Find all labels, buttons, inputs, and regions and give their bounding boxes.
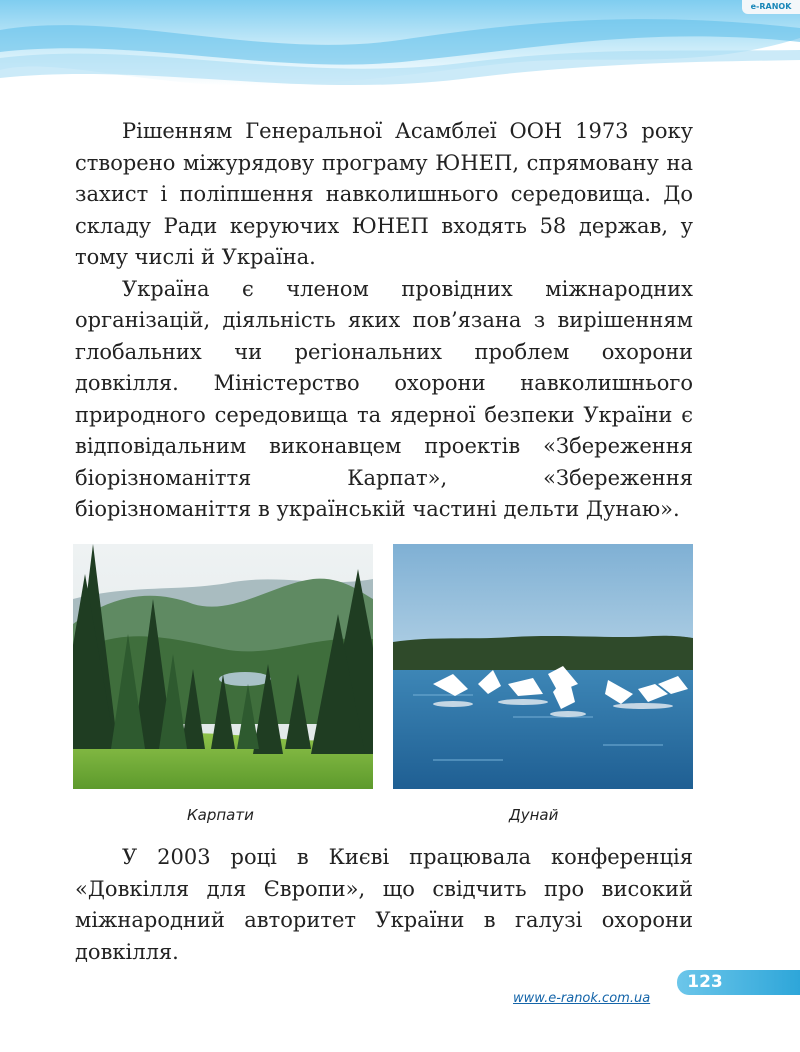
page-number: 123 bbox=[687, 972, 723, 992]
publisher-logo[interactable]: e-RANOK bbox=[742, 0, 800, 14]
paragraph-conference: У 2003 році в Києві працювала конференція «Довкілля для Європи», що свідчить про високий міжнародний авторитет України в галузі охорони довкілля. bbox=[75, 845, 693, 964]
paragraph-organizations: Україна є членом провідних міжнародних організацій, діяльність яких пов’язана з вирішенням глобальних чи регіональних проблем охорони довкілля. Міністерство охорони навколишнього природного середовища та ядерної безпеки України є відповідальним виконавцем проектів «Збереження біорізноманіття Карпат», «Збереження біорізноманіття в українській частині дельти Дунаю». bbox=[75, 276, 693, 521]
main-text-bottom bbox=[75, 842, 693, 968]
danube-photo bbox=[393, 544, 693, 789]
caption-danube: Дунай bbox=[509, 806, 559, 824]
header-wave-banner bbox=[0, 0, 800, 118]
main-text-top bbox=[75, 116, 693, 526]
carpathians-photo bbox=[73, 544, 373, 789]
caption-carpathians: Карпати bbox=[187, 806, 254, 824]
page-number-tab bbox=[677, 970, 800, 995]
publisher-website-link[interactable]: www.e-ranok.com.ua bbox=[513, 991, 651, 1006]
paragraph-unep: Рішенням Генеральної Асамблеї ООН 1973 року створено міжурядову програму ЮНЕП, спрямовану на захист і поліпшення навколишнього середовища. До складу Ради керуючих ЮНЕП входять 58 держав, у тому числі й Україна. bbox=[75, 119, 693, 269]
